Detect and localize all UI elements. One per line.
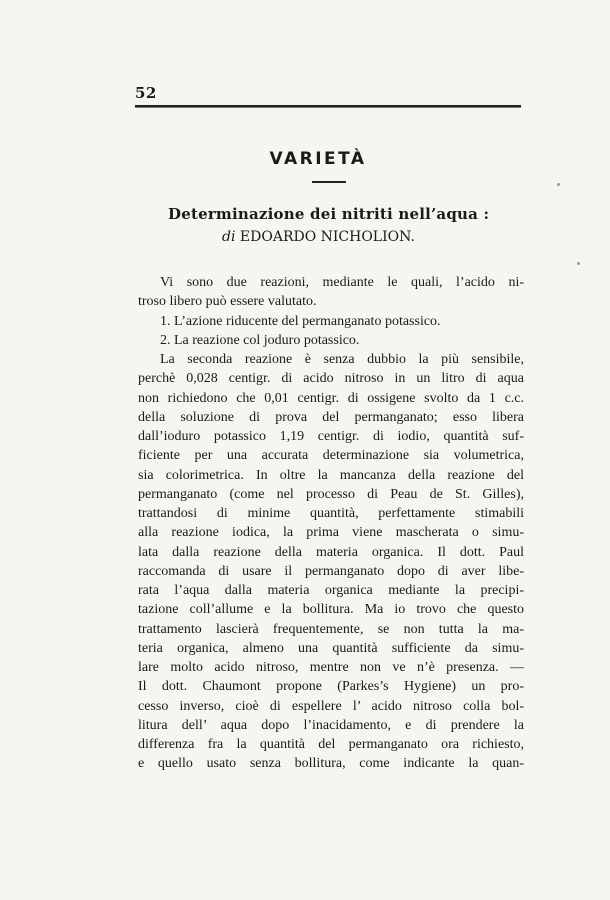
body-line: Il dott. Chaumont propone (Parkes’s Hygiene) un pro- xyxy=(138,679,524,695)
article-author xyxy=(222,229,415,245)
body-line: troso libero può essere valutato. xyxy=(138,294,317,310)
article-title: Determinazione dei nitriti nell’aqua : xyxy=(168,205,490,223)
author-name: EDOARDO NICHOLION. xyxy=(239,229,415,245)
body-line: trattamento lascierà frequentemente, se non tutta la ma- xyxy=(138,621,524,637)
body-line: non richiedono che 0,01 centigr. di ossigene svolto da 1 c.c. xyxy=(138,390,524,406)
section-title: VARIETÀ xyxy=(269,149,367,169)
body-line: della soluzione di prova del permanganato; esso libera xyxy=(138,409,524,425)
body-line: La seconda reazione è senza dubbio la più sensibile, xyxy=(160,352,524,367)
body-line: tazione coll’allume e la bollitura. Ma io trovo che questo xyxy=(138,602,524,618)
body-line: dall’ioduro potassico 1,19 centigr. di iodio, quantità suf- xyxy=(138,429,524,444)
body-line: trattandosi di minime quantità, perfettamente stimabili xyxy=(138,506,524,521)
author-prefix: di xyxy=(222,229,236,245)
body-line: litura dell’ aqua dopo l’inacidamento, e di prendere la xyxy=(138,717,524,733)
body-line: 2. La reazione col joduro potassico. xyxy=(160,332,360,348)
body-line: 1. L’azione riducente del permanganato potassico. xyxy=(160,313,441,329)
body-line: rata l’aqua dalla materia organica mediante la precipi- xyxy=(138,583,524,598)
body-line: perchè 0,028 centigr. di acido nitroso in un litro di aqua xyxy=(138,371,524,387)
body-line: raccomanda di usare il permanganato dopo di aver libe- xyxy=(138,563,524,579)
body-line: alla reazione iodica, la prima viene mascherata o simu- xyxy=(138,525,524,541)
body-line: cesso inverso, cioè di espellere l’ acido nitroso colla bol- xyxy=(138,698,524,714)
body-line: permanganato (come nel processo di Peau de St. Gilles), xyxy=(138,486,524,502)
margin-speck xyxy=(557,183,560,186)
page-number: 52 xyxy=(135,84,157,102)
header-rule xyxy=(135,105,521,108)
body-line: lare molto acido nitroso, mentre non ve n’è presenza. — xyxy=(138,660,524,675)
body-line: sia colorimetrica. In oltre la mancanza della reazione del xyxy=(138,467,524,483)
body-line: differenza fra la quantità del permanganato ora richiesto, xyxy=(138,737,524,752)
body-line: ficiente per una accurata determinazione sia volumetrica, xyxy=(138,448,524,464)
body-line: teria organica, almeno una quantità sufficiente da simu- xyxy=(138,640,524,656)
body-line: Vi sono due reazioni, mediante le quali, l’acido ni- xyxy=(160,275,524,290)
body-line: e quello usato senza bollitura, come indicante la quan- xyxy=(138,756,524,772)
body-line: lata dalla reazione della materia organica. Il dott. Paul xyxy=(138,544,524,560)
margin-speck xyxy=(577,262,580,265)
article-body xyxy=(138,273,524,774)
title-divider xyxy=(312,181,346,183)
